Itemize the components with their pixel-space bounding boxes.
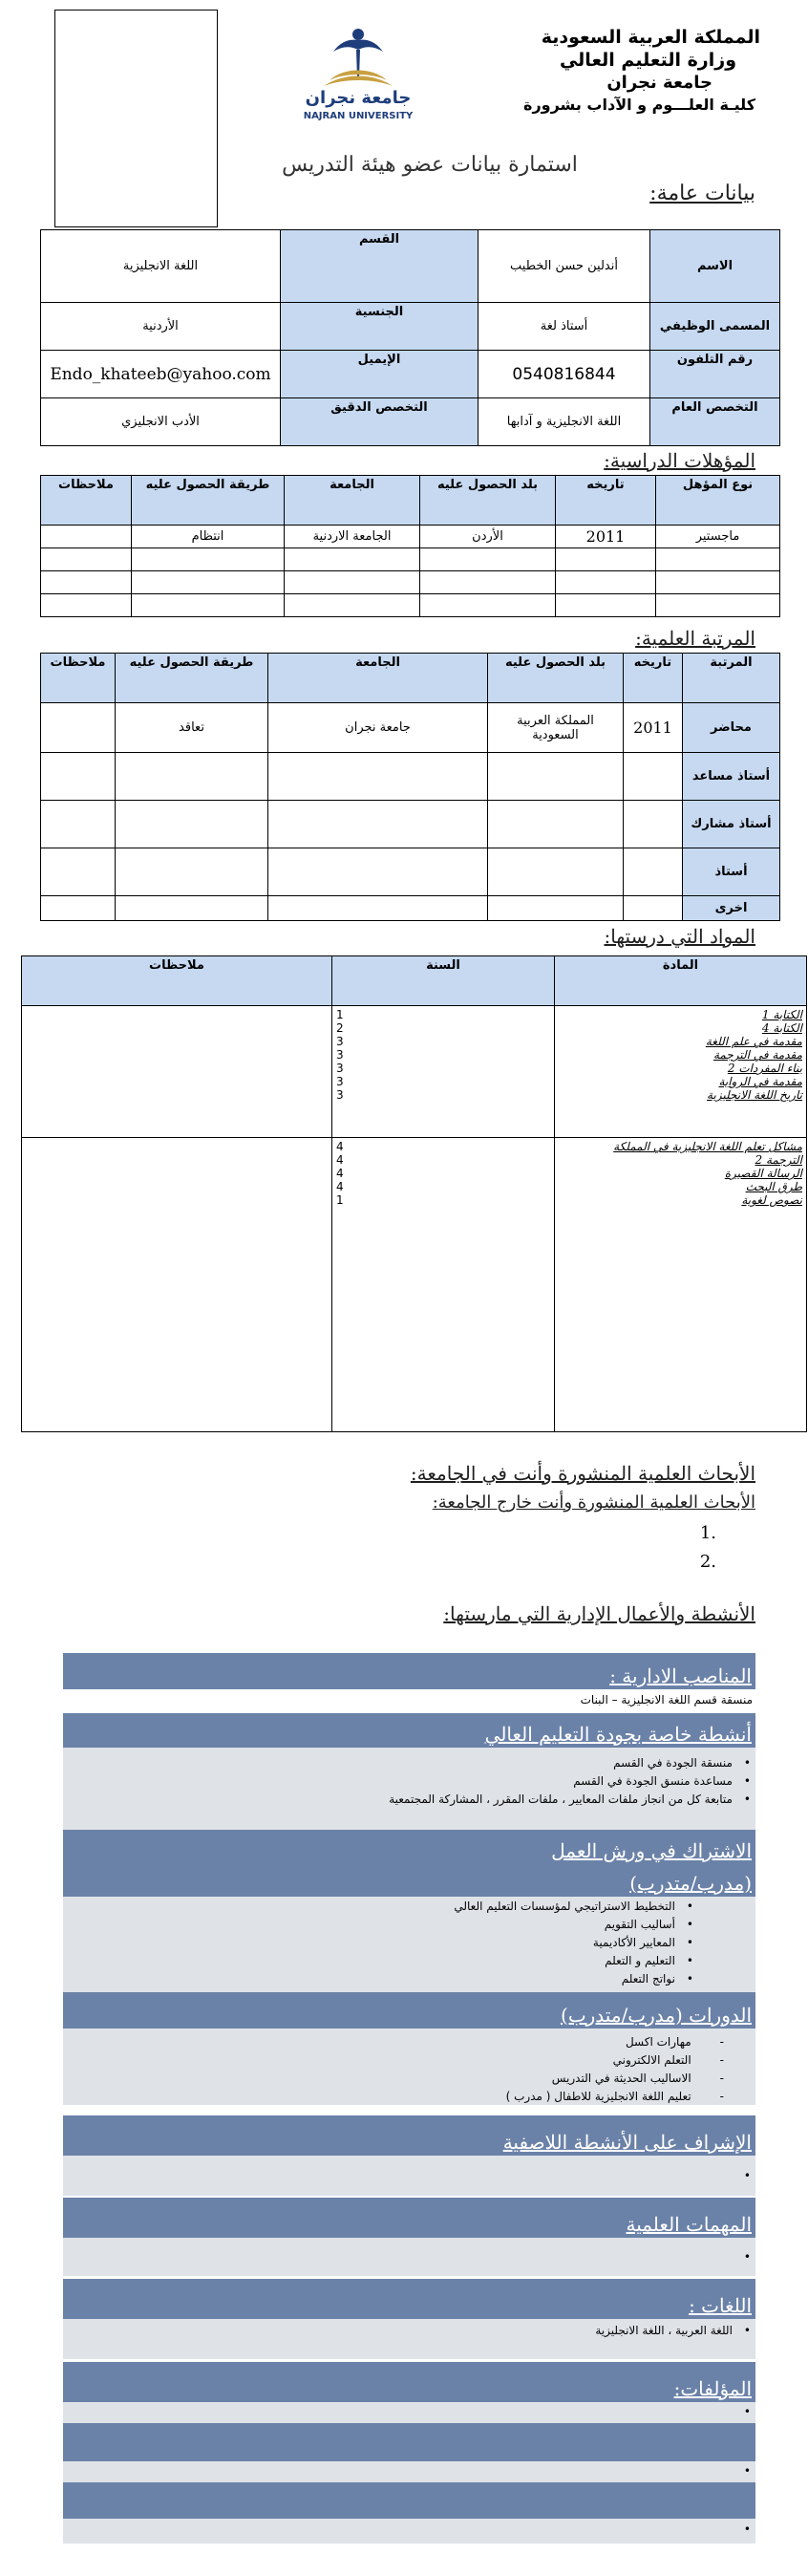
course-item: الترجمة 2 xyxy=(755,1153,802,1167)
year-item: 3 xyxy=(336,1075,344,1088)
list-item: • التخطيط الاستراتيجي لمؤسسات التعليم العالي xyxy=(454,1898,693,1916)
table-cell: 2011 xyxy=(556,526,656,548)
rank-label: أستاذ xyxy=(683,848,780,896)
publications-panel-2 xyxy=(63,2461,755,2482)
course-item: نصوص لغوية xyxy=(741,1193,802,1207)
table-cell: ماجستير xyxy=(656,526,780,548)
notes-cell xyxy=(22,1138,332,1432)
table-row xyxy=(41,848,780,896)
university-logo xyxy=(291,21,425,126)
course-item: مقدمة في علم اللغة xyxy=(705,1035,802,1048)
c-col-notes: ملاحظات xyxy=(22,956,332,1006)
year-item: 3 xyxy=(336,1048,344,1062)
course-item: تاريخ اللغة الانجليزية xyxy=(707,1088,802,1102)
research-heading-outside: الأبحاث العلمية المنشورة وأنت خارج الجامعة: xyxy=(432,1492,755,1513)
r-col-method: طريقة الحصول عليه xyxy=(116,654,268,703)
table-cell xyxy=(41,526,132,548)
year-item: 4 xyxy=(336,1167,344,1180)
rank-table xyxy=(40,653,780,921)
bullet-icon: • xyxy=(743,2464,751,2478)
activities-heading: الأنشطة والأعمال الإدارية التي مارستها: xyxy=(443,1602,755,1625)
year-item: 3 xyxy=(336,1088,344,1102)
form-title: استمارة بيانات عضو هيئة التدريس xyxy=(282,153,578,177)
notes-cell xyxy=(22,1006,332,1138)
value-phone: 0540816844 xyxy=(478,351,650,398)
list-item: • التعليم و التعلم xyxy=(454,1952,693,1970)
table-cell: المملكة العربية السعودية xyxy=(488,703,624,753)
rank-label: أستاذ مشارك xyxy=(683,801,780,848)
table-cell: جامعة نجران xyxy=(268,703,488,753)
value-job-title: أستاذ لغة xyxy=(478,303,650,351)
label-email: الإيميل xyxy=(281,351,478,398)
research-item: 2. xyxy=(699,1552,716,1572)
value-name: أندلين حسن الخطيب xyxy=(478,230,650,303)
label-department: القسم xyxy=(281,230,478,303)
bullet-icon: • xyxy=(743,2169,751,2182)
table-row xyxy=(41,896,780,921)
q-col-type: نوع المؤهل xyxy=(656,476,780,526)
table-cell: تعاقد xyxy=(116,703,268,753)
year-item: 1 xyxy=(336,1008,344,1021)
year-item: 1 xyxy=(336,1193,344,1207)
qualifications-heading: المؤهلات الدراسية: xyxy=(604,449,755,472)
bullet-icon: • xyxy=(743,2522,751,2536)
publications-spacer-bar xyxy=(63,2423,755,2461)
label-general-specialty: التخصص العام xyxy=(650,398,780,446)
languages-list xyxy=(595,2322,751,2340)
c-col-subject: المادة xyxy=(555,956,807,1006)
header-college: كليـة العلـــوم و الآداب بشرورة xyxy=(523,96,755,114)
course-item: الرسالة القصيرة xyxy=(724,1167,802,1180)
list-item: • مساعدة منسق الجودة في القسم xyxy=(389,1772,751,1791)
workshops-section-header xyxy=(63,1830,755,1897)
extracurricular-section-header xyxy=(63,2115,755,2156)
q-col-method: طريقة الحصول عليه xyxy=(132,476,285,526)
table-row xyxy=(22,1006,807,1138)
courses-attended-list xyxy=(506,2033,724,2106)
logo-text-en: NAJRAN UNIVERSITY xyxy=(303,111,414,121)
scientific-panel xyxy=(63,2238,755,2276)
header-university: جامعة نجران xyxy=(606,73,712,93)
list-item: • اللغة العربية ، اللغة الانجليزية xyxy=(595,2322,751,2340)
general-heading: بيانات عامة: xyxy=(649,182,755,205)
list-item: • المعايير الأكاديمية xyxy=(454,1934,693,1952)
year-item: 2 xyxy=(336,1021,344,1035)
table-row xyxy=(41,526,780,548)
table-row xyxy=(41,548,780,571)
publications-panel-3 xyxy=(63,2519,755,2544)
table-row xyxy=(41,594,780,617)
qualifications-table xyxy=(40,475,780,617)
table-cell xyxy=(41,703,116,753)
q-col-country: بلد الحصول عليه xyxy=(420,476,556,526)
publications-panel xyxy=(63,2402,755,2423)
scientific-title: المهمات العلمية xyxy=(626,2213,752,2236)
courses-heading: المواد التي درستها: xyxy=(604,925,755,948)
scientific-section-header xyxy=(63,2198,755,2238)
q-col-notes: ملاحظات xyxy=(41,476,132,526)
table-row xyxy=(41,753,780,801)
table-cell: 2011 xyxy=(624,703,683,753)
table-row xyxy=(22,1138,807,1432)
courses-attended-section-header xyxy=(63,1992,755,2029)
label-phone: رقم التلفون xyxy=(650,351,780,398)
course-item: الكتابة 1 xyxy=(761,1008,802,1021)
list-item: - التعلم الالكتروني xyxy=(506,2051,724,2070)
courses-attended-title: الدورات (مدرب/متدرب) xyxy=(561,2004,752,2027)
rank-label: اخرى xyxy=(683,896,780,921)
quality-list xyxy=(389,1754,751,1809)
label-precise-specialty: التخصص الدقيق xyxy=(281,398,478,446)
label-job-title: المسمى الوظيفي xyxy=(650,303,780,351)
extracurricular-title: الإشراف على الأنشطة اللاصفية xyxy=(502,2131,752,2154)
table-row xyxy=(41,703,780,753)
r-col-country: بلد الحصول عليه xyxy=(488,654,624,703)
list-item: • نواتج التعلم xyxy=(454,1970,693,1988)
table-row xyxy=(41,801,780,848)
value-precise-specialty: الأدب الانجليزي xyxy=(41,398,281,446)
course-item: مشاكل تعلم اللغة الانجليزية في المملكة xyxy=(613,1140,802,1153)
quality-section-header xyxy=(63,1713,755,1748)
admin-item: منسقة قسم اللغة الانجليزية – البنات xyxy=(580,1693,753,1707)
workshops-section-title: الاشتراك في ورش العمل xyxy=(551,1839,752,1862)
year-item: 4 xyxy=(336,1140,344,1153)
q-col-university: الجامعة xyxy=(285,476,420,526)
course-item: مقدمة في الرواية xyxy=(718,1075,802,1088)
rank-heading: المرتبة العلمية: xyxy=(635,627,755,650)
list-item: • متابعة كل من انجاز ملفات المعايير ، ملفات المقرر ، المشاركة المجتمعية xyxy=(389,1791,751,1809)
quality-section-title: أنشطة خاصة بجودة التعليم العالي xyxy=(484,1723,752,1746)
rank-label: أستاذ مساعد xyxy=(683,753,780,801)
research-item: 1. xyxy=(699,1523,716,1543)
list-item: - مهارات اكسل xyxy=(506,2033,724,2051)
value-general-specialty: اللغة الانجليزية و آدابها xyxy=(478,398,650,446)
value-department: اللغة الانجليزية xyxy=(41,230,281,303)
value-email: Endo_khateeb@yahoo.com xyxy=(41,351,281,398)
list-item: - الاساليب الحديثة في التدريس xyxy=(506,2070,724,2088)
workshops-list xyxy=(454,1898,693,1988)
courses-table xyxy=(21,955,807,1432)
logo-text-ar: جامعة نجران xyxy=(305,88,412,108)
subjects-cell xyxy=(555,1138,807,1432)
header-ministry: وزارة التعليم العالي xyxy=(559,50,736,71)
header-country: المملكة العربية السعودية xyxy=(541,27,760,48)
years-cell xyxy=(332,1138,555,1432)
publications-section-header xyxy=(63,2362,755,2402)
subjects-cell xyxy=(555,1006,807,1138)
year-item: 3 xyxy=(336,1062,344,1075)
r-col-university: الجامعة xyxy=(268,654,488,703)
table-row xyxy=(41,571,780,594)
year-item: 3 xyxy=(336,1035,344,1048)
year-item: 4 xyxy=(336,1153,344,1167)
label-name: الاسم xyxy=(650,230,780,303)
publications-spacer-bar-2 xyxy=(63,2482,755,2519)
rank-label: محاضر xyxy=(683,703,780,753)
r-col-rank: المرتبة xyxy=(683,654,780,703)
list-item: • منسقة الجودة في القسم xyxy=(389,1754,751,1772)
general-table xyxy=(40,229,780,446)
extracurricular-panel xyxy=(63,2156,755,2196)
admin-section-header xyxy=(63,1653,755,1689)
value-nationality: الأردنية xyxy=(41,303,281,351)
workshops-section-subtitle: (مدرب/متدرب) xyxy=(629,1872,752,1895)
table-cell: الجامعة الاردنية xyxy=(285,526,420,548)
photo-placeholder xyxy=(54,10,218,227)
languages-title: اللغات : xyxy=(689,2294,752,2317)
course-item: مقدمة في الترجمة xyxy=(712,1048,802,1062)
years-cell xyxy=(332,1006,555,1138)
list-item: • أساليب التقويم xyxy=(454,1916,693,1934)
c-col-year: السنة xyxy=(332,956,555,1006)
r-col-notes: ملاحظات xyxy=(41,654,116,703)
course-item: بناء المفردات 2 xyxy=(727,1062,802,1075)
year-item: 4 xyxy=(336,1180,344,1193)
list-item: - تعليم اللغة الانجليزية للاطفال ( مدرب ) xyxy=(506,2088,724,2106)
research-heading-inside: الأبحاث العلمية المنشورة وأنت في الجامعة: xyxy=(410,1462,755,1485)
r-col-date: تاريخه xyxy=(624,654,683,703)
bullet-icon: • xyxy=(743,2250,751,2264)
admin-section-title: المناصب الادارية : xyxy=(609,1664,752,1687)
bullet-icon: • xyxy=(743,2405,751,2418)
table-cell: الأردن xyxy=(420,526,556,548)
label-nationality: الجنسية xyxy=(281,303,478,351)
publications-title: المؤلفات: xyxy=(673,2377,752,2400)
table-cell: انتظام xyxy=(132,526,285,548)
course-item: الكتابة 4 xyxy=(761,1021,802,1035)
q-col-date: تاريخه xyxy=(556,476,656,526)
course-item: طرق البحث xyxy=(745,1180,802,1193)
languages-section-header xyxy=(63,2279,755,2319)
